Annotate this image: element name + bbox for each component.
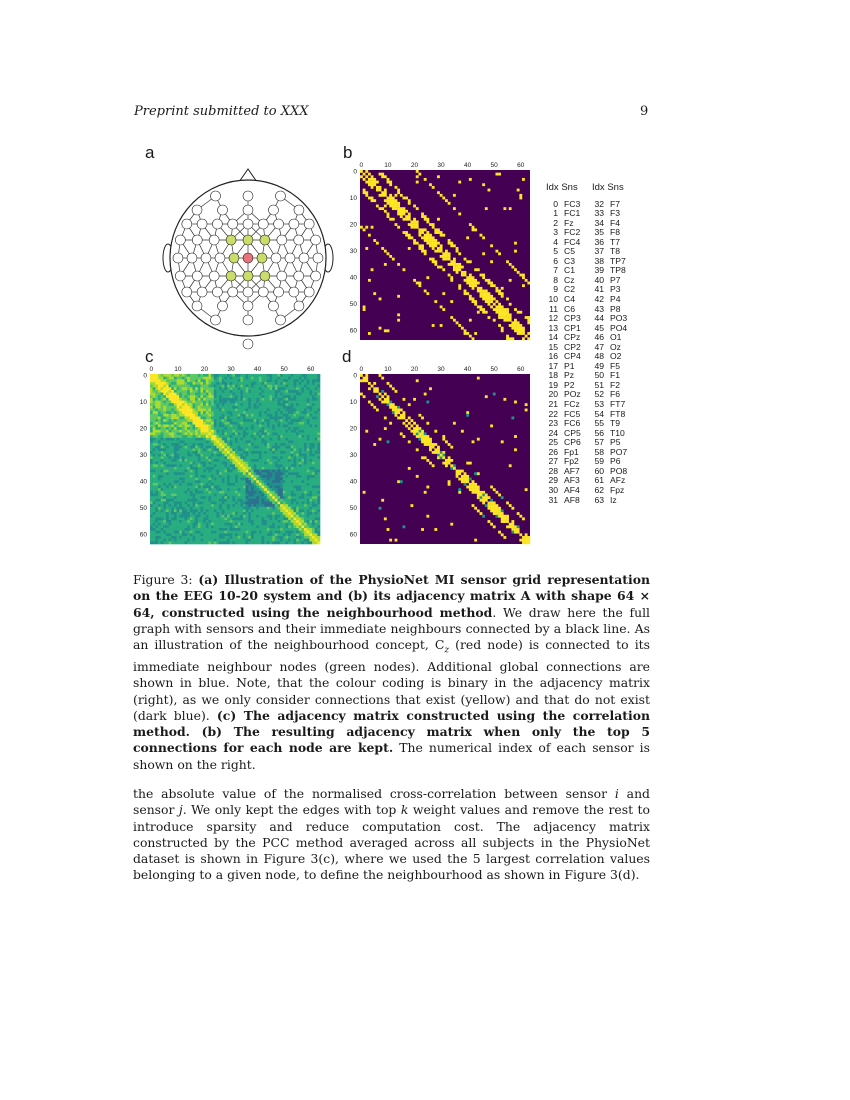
sensor-node — [268, 205, 278, 215]
x-tick-label: 60 — [517, 366, 525, 373]
sensor-node — [274, 219, 284, 229]
panel-label-a: a — [145, 143, 155, 162]
legend-cell: P7 — [610, 274, 621, 285]
x-tick-label: 40 — [463, 162, 472, 169]
legend-cell: FC6 — [564, 418, 581, 429]
x-tick-label: 50 — [280, 366, 288, 373]
sensor-node — [243, 287, 253, 297]
sensor-node — [226, 235, 236, 245]
y-tick-label: 40 — [139, 478, 147, 486]
legend-header-col2: Idx Sns — [592, 182, 624, 193]
legend-cell: AF3 — [564, 475, 580, 486]
sensor-node — [311, 235, 321, 245]
y-tick-label: 60 — [139, 531, 147, 539]
y-tick-label: 0 — [353, 372, 357, 380]
sensor-node — [243, 205, 253, 215]
legend-cell: Pz — [564, 370, 575, 381]
legend-cell: Cz — [564, 274, 575, 285]
legend-cell: 55 — [594, 418, 604, 429]
legend-cell: FT8 — [610, 408, 626, 419]
legend-cell: 3 — [553, 227, 558, 238]
legend-cell: CP2 — [564, 341, 581, 352]
sensor-node — [212, 287, 222, 297]
y-tick-label: 0 — [143, 372, 147, 380]
sensor-node — [173, 253, 183, 263]
x-tick-label: 20 — [410, 162, 419, 169]
legend-cell: Fp1 — [564, 446, 579, 457]
x-tick-label: 40 — [253, 366, 262, 373]
legend-cell: 56 — [594, 427, 604, 438]
sensor-node — [218, 205, 228, 215]
legend-cell: 21 — [548, 399, 558, 410]
legend-cell: C6 — [564, 303, 575, 314]
legend-cell: 1 — [553, 208, 558, 219]
matrix-cells — [150, 374, 320, 544]
y-tick-label: 10 — [349, 398, 357, 406]
legend-cell: F8 — [610, 227, 621, 238]
legend-cell: POz — [564, 389, 581, 400]
legend-cell: F3 — [610, 208, 621, 219]
legend-cell: 30 — [548, 484, 558, 495]
sensor-node — [192, 235, 202, 245]
legend-cell: T7 — [610, 236, 621, 247]
x-tick-label: 40 — [463, 366, 472, 373]
y-tick-label: 20 — [139, 425, 147, 433]
y-tick-label: 60 — [349, 531, 357, 539]
sensor-node — [182, 287, 192, 297]
legend-cell: FC2 — [564, 227, 581, 238]
legend-cell: 25 — [548, 437, 558, 448]
sensor-node — [243, 191, 253, 201]
legend-cell: 23 — [548, 418, 558, 429]
sensor-node — [275, 315, 285, 325]
legend-cell: PO3 — [610, 313, 628, 324]
panel-label-c: c — [145, 347, 154, 366]
legend-cell: F6 — [610, 389, 621, 400]
x-tick-label: 30 — [437, 162, 445, 169]
legend-cell: 38 — [594, 255, 604, 266]
sensor-node — [311, 271, 321, 281]
legend-cell: CP6 — [564, 437, 581, 448]
legend-cell: F4 — [610, 217, 621, 228]
legend-cell: 2 — [553, 217, 558, 228]
legend-cell: P3 — [610, 284, 621, 295]
sensor-node — [209, 271, 219, 281]
legend-cell: 36 — [594, 236, 604, 247]
legend-cell: 17 — [548, 360, 558, 371]
legend-cell: F5 — [610, 360, 621, 371]
legend-cell: P6 — [610, 456, 621, 467]
legend-cell: 49 — [594, 360, 604, 371]
sensor-node — [243, 253, 253, 263]
legend-cell: P5 — [610, 437, 621, 448]
legend-cell: 51 — [594, 379, 604, 390]
running-header: Preprint submitted to XXX — [134, 104, 309, 119]
legend-cell: 7 — [553, 265, 558, 276]
legend-cell: 59 — [594, 456, 604, 467]
panel-label-d: d — [342, 347, 352, 366]
legend-cell: 32 — [594, 198, 604, 209]
x-tick-label: 10 — [384, 366, 392, 373]
sensor-node — [175, 271, 185, 281]
legend-cell: 6 — [553, 255, 558, 266]
sensor-node — [212, 219, 222, 229]
sensor-node — [243, 235, 253, 245]
legend-row — [546, 496, 627, 506]
legend-cell: 60 — [594, 465, 604, 476]
legend-cell: F2 — [610, 379, 621, 390]
y-tick-label: 10 — [139, 398, 147, 406]
legend-cell: 37 — [594, 246, 604, 257]
legend-cell: 45 — [594, 322, 604, 333]
sensor-node — [294, 235, 304, 245]
sensor-node — [175, 235, 185, 245]
legend-cell: 19 — [548, 379, 558, 390]
legend-cell: AF8 — [564, 494, 580, 505]
adjacency-matrix-b — [350, 162, 540, 347]
legend-cell: Iz — [610, 494, 617, 505]
legend-cell: 53 — [594, 399, 604, 410]
body-paragraph: the absolute value of the normalised cross-correlation between sensor i and sensor j. We only kept the edges with top k weight values and remove the rest to introduce sparsity and reduce computation cost. The adjacency matrix constructed by the PCC method averaged across all subjects in the PhysioNet dataset is shown in Figure 3(c), where we used the 5 largest correlation values belonging to a given node, to define the neighbourhood as shown in Figure 3(d). — [133, 786, 650, 883]
sensor-node — [209, 235, 219, 245]
sensor-node — [274, 287, 284, 297]
legend-cell: Oz — [610, 341, 621, 352]
legend-cell: 4 — [553, 236, 558, 247]
sensor-node — [229, 253, 239, 263]
legend-cell: 29 — [548, 475, 558, 486]
sensor-node — [215, 253, 225, 263]
legend-cell: 18 — [548, 370, 558, 381]
legend-cell: P1 — [564, 360, 575, 371]
y-tick-label: 40 — [349, 274, 357, 282]
x-tick-label: 20 — [200, 366, 209, 373]
legend-cell: AF7 — [564, 465, 580, 476]
legend-cell: 8 — [553, 274, 558, 285]
x-tick-label: 50 — [490, 366, 498, 373]
sensor-node — [304, 219, 314, 229]
legend-cell: 41 — [594, 284, 604, 295]
legend-cell: 13 — [548, 322, 558, 333]
sensor-node — [243, 219, 253, 229]
sensor-node-iz — [243, 339, 253, 349]
y-tick-label: 20 — [349, 425, 357, 433]
sensor-node — [243, 315, 253, 325]
legend-cell: C4 — [564, 294, 575, 305]
legend-cell: 33 — [594, 208, 604, 219]
sensor-node — [192, 271, 202, 281]
sensor-node — [294, 205, 304, 215]
legend-cell: C5 — [564, 246, 575, 257]
legend-cell: Fpz — [610, 484, 625, 495]
correlation-matrix-c — [140, 366, 330, 556]
y-tick-label: 40 — [349, 478, 357, 486]
y-tick-label: 30 — [349, 452, 357, 460]
y-tick-label: 0 — [353, 168, 357, 176]
sensor-node — [226, 271, 236, 281]
legend-cell: AFz — [610, 475, 626, 486]
y-tick-label: 30 — [349, 248, 357, 256]
legend-cell: 9 — [553, 284, 558, 295]
sensor-node — [285, 253, 295, 263]
legend-cell: P2 — [564, 379, 575, 390]
legend-cell: 40 — [594, 274, 604, 285]
legend-header-col1: Idx Sns — [546, 182, 578, 193]
x-tick-label: 20 — [410, 366, 419, 373]
legend-cell: C2 — [564, 284, 575, 295]
sensor-node — [277, 235, 287, 245]
legend-cell: 44 — [594, 313, 604, 324]
legend-cell: 12 — [548, 313, 558, 324]
legend-cell: 14 — [548, 332, 558, 343]
y-tick-label: 10 — [349, 194, 357, 202]
y-tick-label: 30 — [139, 452, 147, 460]
sensor-node — [228, 287, 238, 297]
legend-cell: CP5 — [564, 427, 581, 438]
panel-label-b: b — [343, 143, 353, 162]
sensor-node — [289, 219, 299, 229]
x-tick-label: 10 — [384, 162, 392, 169]
legend-cell: O2 — [610, 351, 622, 362]
sensor-node — [192, 205, 202, 215]
x-tick-label: 0 — [149, 366, 154, 373]
sensor-node — [258, 287, 268, 297]
legend-cell: P4 — [610, 294, 621, 305]
legend-cell: FT7 — [610, 399, 626, 410]
topk-matrix-d — [350, 366, 540, 556]
sensor-node — [294, 271, 304, 281]
legend-cell: FC4 — [564, 236, 581, 247]
legend-cell: 47 — [594, 341, 604, 352]
legend-cell: 28 — [548, 465, 558, 476]
legend-cell: CP1 — [564, 322, 581, 333]
x-tick-label: 30 — [227, 366, 235, 373]
legend-cell: 43 — [594, 303, 604, 314]
legend-cell: FCz — [564, 399, 580, 410]
legend-cell: 10 — [548, 294, 558, 305]
sensor-node — [182, 219, 192, 229]
sensor-node — [211, 191, 221, 201]
legend-cell: T9 — [610, 418, 621, 429]
x-tick-label: 0 — [359, 162, 364, 169]
y-tick-label: 60 — [349, 327, 357, 335]
legend-cell: PO4 — [610, 322, 628, 333]
legend-cell: CP3 — [564, 313, 581, 324]
sensor-node — [243, 271, 253, 281]
sensor-node — [257, 253, 267, 263]
legend-cell: 35 — [594, 227, 604, 238]
y-tick-label: 50 — [349, 301, 357, 309]
sensor-node — [313, 253, 323, 263]
legend-cell: 42 — [594, 294, 604, 305]
legend-cell: 61 — [594, 475, 604, 486]
legend-cell: Fp2 — [564, 456, 579, 467]
sensor-node — [211, 315, 221, 325]
legend-cell: CP4 — [564, 351, 581, 362]
y-tick-label: 50 — [139, 505, 147, 513]
sensor-node — [299, 253, 309, 263]
legend-cell: 46 — [594, 332, 604, 343]
sensor-node — [277, 271, 287, 281]
sensor-node — [294, 301, 304, 311]
legend-cell: 62 — [594, 484, 604, 495]
sensor-node — [197, 219, 207, 229]
legend-cell: 22 — [548, 408, 558, 419]
sensor-node — [192, 301, 202, 311]
legend-cell: Fz — [564, 217, 574, 228]
sensor-node — [187, 253, 197, 263]
sensor-node — [218, 301, 228, 311]
legend-cell: 57 — [594, 437, 604, 448]
legend-cell: 52 — [594, 389, 604, 400]
legend-cell: PO7 — [610, 446, 628, 457]
sensor-node — [268, 301, 278, 311]
sensor-node — [228, 219, 238, 229]
sensor-node — [275, 191, 285, 201]
page-number: 9 — [640, 104, 649, 119]
legend-cell: AF4 — [564, 484, 580, 495]
legend-cell: 27 — [548, 456, 558, 467]
figure-caption: Figure 3: (a) Illustration of the PhysioNet MI sensor grid representation on the EEG 10-20 system and (b) its adjacency matrix A with shape 64 × 64, constructed using the neighbourhood method. We draw here the full graph with sensors and their immediate neighbours connected by a black line. As an illustration of the neighbourhood concept, $C_z$ (red node) is connected to its immediate neighbour nodes (green nodes). Additional global connections are shown in blue. Note, that the colour coding is binary in the adjacency matrix (right), as we only consider connections that exist (yellow) and that do not exist (dark blue). (c) The adjacency matrix constructed using the correlation method. (b) The resulting adjacency matrix when only the top 5 connections for each node are kept. The numerical index of each sensor is shown on the right. — [133, 572, 650, 772]
legend-cell: 58 — [594, 446, 604, 457]
legend-cell: C1 — [564, 265, 575, 276]
legend-cell: 20 — [548, 389, 558, 400]
legend-cell: 24 — [548, 427, 558, 438]
x-tick-label: 30 — [437, 366, 445, 373]
legend-cell: FC1 — [564, 208, 581, 219]
sensor-node — [289, 287, 299, 297]
legend-cell: PO8 — [610, 465, 628, 476]
legend-cell: T10 — [610, 427, 625, 438]
legend-cell: 0 — [553, 198, 558, 209]
legend-cell: CPz — [564, 332, 581, 343]
y-tick-label: 50 — [349, 505, 357, 513]
legend-cell: 54 — [594, 408, 604, 419]
sensor-node — [260, 271, 270, 281]
legend-cell: F1 — [610, 370, 621, 381]
legend-cell: 11 — [549, 303, 558, 314]
legend-cell: TP7 — [610, 255, 626, 266]
legend-cell: P8 — [610, 303, 621, 314]
eeg-head-diagram — [160, 172, 336, 342]
legend-cell: 31 — [548, 494, 558, 505]
y-tick-label: 20 — [349, 221, 357, 229]
legend-cell: FC5 — [564, 408, 581, 419]
legend-cell: TP8 — [610, 265, 626, 276]
sensor-node — [304, 287, 314, 297]
sensor-node — [243, 301, 253, 311]
legend-cell: 5 — [553, 246, 558, 257]
legend-cell: O1 — [610, 332, 622, 343]
legend-cell: 15 — [548, 341, 558, 352]
legend-cell: T8 — [610, 246, 621, 257]
sensor-node — [201, 253, 211, 263]
legend-cell: 48 — [594, 351, 604, 362]
x-tick-label: 60 — [307, 366, 315, 373]
legend-cell: 50 — [594, 370, 604, 381]
sensor-node — [258, 219, 268, 229]
sensor-node — [260, 235, 270, 245]
legend-cell: 63 — [594, 494, 604, 505]
x-tick-label: 60 — [517, 162, 525, 169]
legend-cell: 39 — [594, 265, 604, 276]
legend-header — [546, 183, 627, 193]
legend-cell: 34 — [594, 217, 604, 228]
sensor-node — [271, 253, 281, 263]
x-tick-label: 0 — [359, 366, 364, 373]
x-tick-label: 50 — [490, 162, 498, 169]
legend-cell: C3 — [564, 255, 575, 266]
legend-cell: F7 — [610, 198, 621, 209]
legend-cell: 16 — [548, 351, 558, 362]
x-tick-label: 10 — [174, 366, 182, 373]
legend-cell: FC3 — [564, 198, 581, 209]
sensor-index-legend — [546, 183, 627, 505]
legend-cell: 26 — [548, 446, 558, 457]
sensor-node — [197, 287, 207, 297]
